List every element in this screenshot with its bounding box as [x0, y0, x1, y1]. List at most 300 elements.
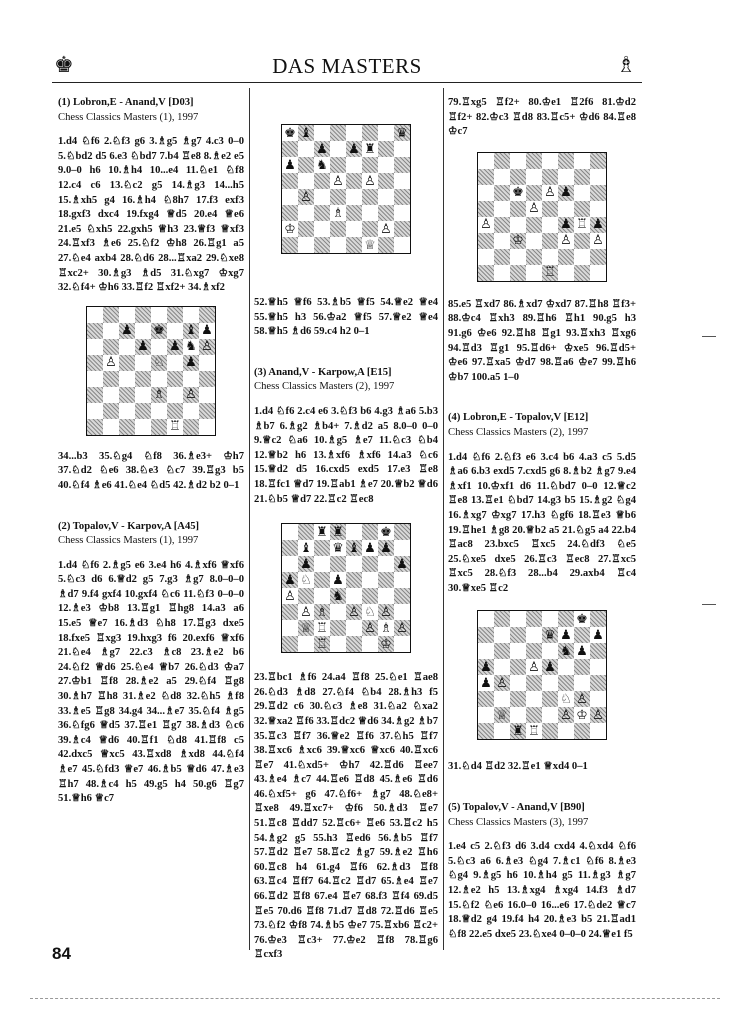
board-square — [87, 387, 103, 403]
board-square — [478, 265, 494, 281]
black-pawn-icon: ♟ — [558, 185, 574, 201]
board-square — [378, 157, 394, 173]
game-players: (4) Lobron,E - Topalov,V [E12] — [448, 412, 589, 424]
white-bishop-icon: ♗ — [314, 604, 330, 620]
board-square — [510, 169, 526, 185]
board-square — [590, 153, 606, 169]
board-square — [590, 611, 606, 627]
game-moves: 1.d4 ♘f6 2.c4 e6 3.♘f3 b6 4.g3 ♗a6 5.b3 ♗b7 6.♗g2 ♗b4+ 7.♗d2 a5 8.0–0 0–0 9.♕c2 ♘a6 10.♗g5 ♗e7 11.♘c3 ♘b4 12.♕b2 h6 13.♗xf6 ♗xf6 14.a3 ♘c6 15.♕d2 d5 16.cxd5 exd5 17.e3 ♖e8 18.♖fc1 ♕d7 19.♖ab1 ♗e7 20.♕b2 ♕d6 21.♘b5 ♕d7 22.♖c2 ♖ec8 — [254, 405, 438, 505]
board-square — [135, 419, 151, 435]
board-square — [330, 141, 346, 157]
board-square — [542, 691, 558, 707]
board-square — [362, 636, 378, 652]
board-square — [103, 419, 119, 435]
board-square — [590, 691, 606, 707]
board-square — [542, 643, 558, 659]
board-square — [574, 169, 590, 185]
black-bishop-icon: ♝ — [298, 540, 314, 556]
white-pawn-icon: ♙ — [103, 355, 119, 371]
board-square — [87, 419, 103, 435]
board-square — [590, 201, 606, 217]
white-rook-icon: ♖ — [314, 620, 330, 636]
board-square — [526, 249, 542, 265]
board-square — [330, 189, 346, 205]
board-square — [298, 141, 314, 157]
board-square — [330, 237, 346, 253]
board-square — [282, 540, 298, 556]
board-square — [526, 153, 542, 169]
board-square — [394, 205, 410, 221]
board-square — [494, 201, 510, 217]
white-pawn-icon: ♙ — [574, 691, 590, 707]
board-square — [542, 201, 558, 217]
board-square — [362, 524, 378, 540]
game-moves: 52.♕h5 ♕f6 53.♗b5 ♕f5 54.♕e2 ♕e4 55.♕h5 h3 56.♔a2 ♕f5 57.♕e2 ♕e4 58.♕h5 ♗d6 59.c4 h2 0–1 — [254, 297, 438, 338]
board-square — [394, 604, 410, 620]
board-square — [526, 169, 542, 185]
black-bishop-icon: ♝ — [298, 125, 314, 141]
black-pawn-icon: ♟ — [282, 157, 298, 173]
board-square — [282, 141, 298, 157]
black-queen-icon: ♛ — [330, 540, 346, 556]
black-knight-icon: ♞ — [330, 588, 346, 604]
white-pawn-icon: ♙ — [526, 201, 542, 217]
board-square — [590, 723, 606, 739]
black-pawn-icon: ♟ — [167, 339, 183, 355]
board-square — [478, 201, 494, 217]
margin-mark — [702, 336, 716, 337]
board-square — [542, 723, 558, 739]
board-square — [314, 189, 330, 205]
board-square — [394, 237, 410, 253]
board-square — [394, 189, 410, 205]
white-pawn-icon: ♙ — [590, 233, 606, 249]
board-square — [510, 217, 526, 233]
board-square — [346, 556, 362, 572]
board-square — [378, 205, 394, 221]
board-square — [542, 217, 558, 233]
black-pawn-icon: ♟ — [558, 217, 574, 233]
board-square — [590, 249, 606, 265]
board-square — [119, 371, 135, 387]
board-square — [574, 233, 590, 249]
board-square — [330, 157, 346, 173]
board-square — [362, 572, 378, 588]
black-pawn-icon: ♟ — [282, 572, 298, 588]
white-knight-icon: ♘ — [298, 572, 314, 588]
board-square — [526, 675, 542, 691]
board-square — [510, 201, 526, 217]
board-square — [478, 707, 494, 723]
black-pawn-icon: ♟ — [478, 659, 494, 675]
black-king-icon: ♚ — [510, 185, 526, 201]
black-knight-icon: ♞ — [558, 643, 574, 659]
column-3 — [448, 96, 636, 952]
board-square — [282, 189, 298, 205]
board-square — [362, 588, 378, 604]
board-square — [558, 265, 574, 281]
board-square — [346, 205, 362, 221]
board-square — [346, 524, 362, 540]
black-pawn-icon: ♟ — [394, 556, 410, 572]
board-square — [558, 659, 574, 675]
board-square — [526, 707, 542, 723]
board-square — [151, 371, 167, 387]
board-square — [199, 355, 215, 371]
page-number: 84 — [52, 944, 71, 963]
board-square — [346, 620, 362, 636]
board-square — [135, 323, 151, 339]
board-square — [526, 691, 542, 707]
board-square — [183, 419, 199, 435]
column-divider — [443, 88, 444, 950]
board-square — [103, 371, 119, 387]
board-square — [103, 307, 119, 323]
white-king-icon: ♔ — [574, 707, 590, 723]
black-pawn-icon: ♟ — [378, 540, 394, 556]
board-square — [119, 419, 135, 435]
black-bishop-icon: ♝ — [183, 323, 199, 339]
black-rook-icon: ♜ — [362, 141, 378, 157]
board-square — [574, 723, 590, 739]
board-square — [199, 307, 215, 323]
footer-rule — [30, 998, 720, 999]
board-square — [119, 355, 135, 371]
board-square — [135, 307, 151, 323]
board-square — [330, 556, 346, 572]
board-square — [135, 403, 151, 419]
board-square — [362, 556, 378, 572]
board-square — [494, 153, 510, 169]
board-square — [478, 723, 494, 739]
board-square — [167, 307, 183, 323]
white-bishop-icon: ♗ — [378, 620, 394, 636]
board-square — [510, 659, 526, 675]
black-pawn-icon: ♟ — [590, 217, 606, 233]
white-queen-icon: ♕ — [362, 237, 378, 253]
board-square — [346, 189, 362, 205]
game-1-header — [58, 96, 244, 125]
white-bishop-icon: ♗ — [330, 205, 346, 221]
board-square — [574, 265, 590, 281]
black-pawn-icon: ♟ — [119, 323, 135, 339]
black-queen-icon: ♛ — [542, 627, 558, 643]
white-knight-icon: ♘ — [558, 691, 574, 707]
board-square — [151, 307, 167, 323]
board-square — [330, 620, 346, 636]
white-rook-icon: ♖ — [526, 723, 542, 739]
board-square — [526, 627, 542, 643]
board-square — [510, 153, 526, 169]
game-moves: 1.d4 ♘f6 2.♘f3 e6 3.c4 b6 4.a3 c5 5.d5 ♗a6 6.b3 exd5 7.cxd5 g6 8.♗b2 ♗g7 9.e4 ♗xf1 10.♔xf1 d6 11.♘bd7 0–0 12.♕c2 ♖e8 13.♖e1 ♘bd7 14.g3 b5 15.♗g2 ♘g4 16.♗xg7 ♔xg7 17.h3 ♘gf6 18.♖e3 ♕b6 19.♖he1 ♗g8 20.♕b2 a5 21.♘g5 a4 22.b4 ♖ac8 23.bxc5 ♖xc5 24.♘df3 ♘e5 25.♘xe5 dxe5 26.♖c3 ♖ec8 27.♖xc5 ♖xc5 28.♘f3 28...b4 29.axb4 ♖c4 30.♕xe5 ♖c2 — [448, 451, 636, 594]
board-square — [346, 157, 362, 173]
game-moves: 1.d4 ♘f6 2.♗g5 e6 3.e4 h6 4.♗xf6 ♕xf6 5.♘c3 d6 6.♕d2 g5 7.g3 ♗g7 8.0–0–0 ♗d7 9.f4 gxf4 10.gxf4 ♘c6 11.♘f3 0–0–0 12.♗e3 ♔b8 13.♖g1 ♖hg8 14.a3 a6 15.e5 ♕e7 16.♗d3 ♘h8 17.♖g3 dxe5 18.fxe5 ♖xg3 19.hxg3 f6 20.exf6 ♕xf6 21.♘e4 ♗g7 22.c3 ♗c8 23.♗e2 b6 24.♘f2 ♕d6 25.♘e4 ♕b7 26.♘d3 ♔a7 27.♔b1 ♖f8 28.♗e2 a5 29.♘f4 ♖g8 30.♗h7 ♖h8 31.♗e2 ♘d8 32.♘h5 ♗f8 33.♗e5 ♖g8 34.g4 34...♗e7 35.♘f4 ♗g5 36.♘fg6 ♕d5 37.♖e1 ♖g7 38.♗d3 ♘c6 39.♗c4 ♕d6 40.♖f1 ♘d8 41.♖f8 c5 42.dxc5 ♕xc5 43.♖xd8 ♗xd8 44.♘f4 ♗e7 45.♘fd3 ♕e7 46.♗b5 ♕d6 47.♗e3 ♖h7 48.♗c4 h5 49.g5 h4 50.g6 ♖g7 51.♕h6 ♕c7 — [58, 559, 244, 805]
board-square — [478, 185, 494, 201]
board-square — [298, 157, 314, 173]
board-square — [590, 659, 606, 675]
white-pawn-icon: ♙ — [282, 588, 298, 604]
black-pawn-icon: ♟ — [183, 355, 199, 371]
black-knight-icon: ♞ — [183, 339, 199, 355]
board-square — [394, 173, 410, 189]
white-king-icon: ♔ — [378, 636, 394, 652]
board-square — [330, 125, 346, 141]
chess-board — [281, 124, 411, 254]
board-square — [282, 556, 298, 572]
board-square — [526, 217, 542, 233]
game-moves: 85.e5 ♖xd7 86.♗xd7 ♔xd7 87.♖h8 ♖f3+ 88.♔c4 ♖xh3 89.♖h6 ♖h1 90.g5 h3 91.g6 ♔e6 92.♖h8 ♖g1 93.♖xh3 ♖xg6 94.♖d3 ♖g1 95.♖d6+ ♔xe5 96.♖d5+ ♔e6 97.♖xa5 ♔d7 98.♖a6 ♔e7 99.♖h6 ♔b7 100.a5 1–0 — [448, 298, 636, 383]
black-pawn-icon: ♟ — [558, 627, 574, 643]
board-square — [494, 233, 510, 249]
board-square — [298, 173, 314, 189]
board-square — [314, 540, 330, 556]
margin-mark — [702, 604, 716, 605]
board-square — [298, 524, 314, 540]
board-square — [558, 675, 574, 691]
board-square — [314, 205, 330, 221]
chess-board — [477, 152, 607, 282]
white-rook-icon: ♖ — [314, 636, 330, 652]
board-square — [298, 636, 314, 652]
game-moves: 1.d4 ♘f6 2.♘f3 g6 3.♗g5 ♗g7 4.c3 0–0 5.♘bd2 d5 6.e3 ♘bd7 7.b4 ♖e8 8.♗e2 e5 9.0–0 h6 10.♗h4 10...e4 11.♘e1 ♘f8 12.c4 c6 13.♘c2 g5 14.♗g3 14...h5 15.♗xh5 g4 16.♗h4 ♘8h7 17.f3 exf3 18.gxf3 dxc4 19.fxg4 ♕d5 20.e4 ♕e6 21.e5 ♘xh5 22.gxh5 ♕h3 23.♕f3 ♕xf3 24.♖xf3 ♗e6 25.♘f2 ♔h8 26.♖g1 a5 27.♘e4 axb4 28.♘d6 28...♖xa2 29.♘xe8 ♖xc2+ 30.♗g3 ♗d5 31.♘xg7 ♔xg7 32.♘f4+ ♔h6 33.♖f2 ♖xf2+ 34.♗xf2 — [58, 136, 244, 294]
board-square — [119, 339, 135, 355]
chess-diagram — [448, 152, 636, 282]
board-square — [526, 265, 542, 281]
board-square — [394, 588, 410, 604]
board-square — [282, 636, 298, 652]
black-king-icon: ♚ — [282, 125, 298, 141]
board-square — [478, 153, 494, 169]
white-king-icon: ♔ — [282, 221, 298, 237]
game-moves: 1.e4 c5 2.♘f3 d6 3.d4 cxd4 4.♘xd4 ♘f6 5.♘c3 a6 6.♗e3 ♘g4 7.♗c1 ♘f6 8.♗e3 ♘g4 9.♗g5 h6 10.♗h4 g5 11.♗g3 ♗g7 12.♗e2 h5 13.♗xg4 ♗xg4 14.f3 ♗d7 15.♘f2 ♘e6 16.0–0 16...e6 17.♘de2 ♕c7 18.♕d2 g4 19.f4 h4 20.♗e3 b5 21.♖ad1 ♘f8 22.e5 dxe5 23.♘xe4 0–0–0 24.♕e1 f5 — [448, 841, 636, 940]
board-square — [282, 604, 298, 620]
board-square — [87, 323, 103, 339]
board-square — [298, 205, 314, 221]
board-square — [574, 675, 590, 691]
white-pawn-icon: ♙ — [362, 620, 378, 636]
black-pawn-icon: ♟ — [362, 540, 378, 556]
column-2 — [254, 96, 438, 973]
board-square — [494, 249, 510, 265]
board-square — [478, 691, 494, 707]
game-players: (2) Topalov,V - Karpov,A [A45] — [58, 520, 200, 532]
board-square — [378, 189, 394, 205]
column-divider — [249, 88, 250, 950]
board-square — [87, 371, 103, 387]
board-square — [282, 620, 298, 636]
board-square — [510, 611, 526, 627]
board-square — [167, 403, 183, 419]
white-pawn-icon: ♙ — [378, 604, 394, 620]
board-square — [87, 307, 103, 323]
board-square — [590, 185, 606, 201]
black-pawn-icon: ♟ — [314, 141, 330, 157]
board-square — [526, 643, 542, 659]
black-king-icon: ♚ — [151, 323, 167, 339]
game-event: Chess Classics Masters (3), 1997 — [448, 816, 589, 828]
board-square — [394, 636, 410, 652]
board-square — [574, 627, 590, 643]
board-square — [542, 707, 558, 723]
board-square — [183, 371, 199, 387]
black-rook-icon: ♜ — [314, 524, 330, 540]
board-square — [135, 371, 151, 387]
board-square — [314, 125, 330, 141]
game-moves: 34...b3 35.♘g4 ♘f8 36.♗e3+ ♔h7 37.♘d2 ♘e6 38.♘e3 ♘c7 39.♖g3 b5 40.♘f4 ♗e6 41.♘e4 ♘d5 42.♗d2 b2 0–1 — [58, 450, 244, 491]
board-square — [574, 201, 590, 217]
board-square — [167, 355, 183, 371]
white-pawn-icon: ♙ — [346, 604, 362, 620]
board-square — [558, 611, 574, 627]
black-pawn-icon: ♟ — [542, 659, 558, 675]
board-square — [494, 723, 510, 739]
board-square — [87, 403, 103, 419]
game-players: (5) Topalov,V - Anand,V [B90] — [448, 802, 585, 814]
board-square — [574, 185, 590, 201]
board-square — [346, 572, 362, 588]
black-king-icon: ♚ — [574, 611, 590, 627]
chess-diagram — [254, 523, 438, 653]
board-square — [378, 556, 394, 572]
board-square — [542, 233, 558, 249]
white-pawn-icon: ♙ — [558, 233, 574, 249]
white-rook-icon: ♖ — [542, 265, 558, 281]
black-pawn-icon: ♟ — [330, 572, 346, 588]
black-queen-icon: ♛ — [394, 125, 410, 141]
board-square — [362, 189, 378, 205]
board-square — [478, 611, 494, 627]
board-square — [478, 643, 494, 659]
game-5-header — [448, 801, 636, 830]
game-moves: 23.♖bc1 ♗f6 24.a4 ♖f8 25.♘e1 ♖ae8 26.♘d3 ♗d8 27.♘f4 ♘b4 28.♗h3 f5 29.♖d2 c6 30.♘c3 ♗e8 31.♘a2 ♘xa2 32.♕xa2 ♖f6 33.♖dc2 ♕d6 34.♗g2 ♗b7 35.♖c3 ♖f7 36.♕e2 ♖f6 37.♘h5 ♖f7 38.♖xc6 ♗xc6 39.♕xc6 ♕xc6 40.♖xc6 ♖e7 41.♘xd5+ ♔h7 42.♖d6 ♖ee7 43.♗e4 ♗c7 44.♖e6 ♖d8 45.♗e6 ♖d6 46.♘xf5+ g6 47.♘f6+ ♗g7 48.♘e8+ ♖xe8 49.♖xc7+ ♔f6 50.♗d3 ♖e7 51.♖c8 ♖dd7 52.♖c6+ ♖e6 53.♖c2 h5 54.♗g2 g5 55.h3 ♖ed6 56.♗b5 ♖f7 57.♖d2 ♖e7 58.♖c2 ♗g7 59.♗e2 ♖h6 60.♖c8 h4 61.g4 ♖f6 62.♗d3 ♖f8 63.♖c4 ♖ff7 64.♖c2 ♖d7 65.♗e4 ♖e7 66.♖d2 ♖f8 67.e4 ♖e7 68.f3 ♖f4 69.d5 ♖e5 70.d6 ♖f8 71.d7 ♖d8 72.♖d6 ♖e5 73.♘f2 ♔f8 74.♗b5 ♔e7 75.♖xb6 ♖c2+ 76.♔e3 ♖c3+ 77.♔e2 ♖f8 78.♖g6 ♖cxf3 — [254, 672, 438, 961]
game-2-header — [58, 520, 244, 549]
white-pawn-icon: ♙ — [330, 173, 346, 189]
column-1 — [58, 96, 244, 817]
black-pawn-icon: ♟ — [574, 643, 590, 659]
chess-diagram — [58, 306, 244, 436]
board-square — [167, 371, 183, 387]
board-square — [494, 691, 510, 707]
chess-diagram — [254, 124, 438, 254]
black-knight-icon: ♞ — [314, 157, 330, 173]
game-players: (3) Anand,V - Karpow,A [E15] — [254, 366, 392, 378]
board-square — [494, 265, 510, 281]
board-square — [151, 403, 167, 419]
board-square — [135, 355, 151, 371]
board-square — [330, 636, 346, 652]
board-square — [394, 540, 410, 556]
white-queen-icon: ♕ — [298, 620, 314, 636]
game-moves: 79.♖xg5 ♖f2+ 80.♔e1 ♖2f6 81.♔d2 ♖f2+ 82.♔c3 ♖d8 83.♖c5+ ♔d6 84.♖e8 ♔c7 — [448, 97, 636, 138]
chess-board — [86, 306, 216, 436]
board-square — [314, 556, 330, 572]
page-title: DAS MASTERS — [272, 54, 422, 78]
board-square — [119, 387, 135, 403]
board-square — [394, 572, 410, 588]
board-square — [558, 249, 574, 265]
board-square — [282, 205, 298, 221]
board-square — [87, 339, 103, 355]
game-3-header — [254, 366, 438, 395]
board-square — [298, 237, 314, 253]
board-square — [362, 157, 378, 173]
board-square — [478, 627, 494, 643]
board-square — [510, 643, 526, 659]
board-square — [558, 153, 574, 169]
board-square — [510, 675, 526, 691]
white-queen-icon: ♕ — [494, 707, 510, 723]
board-square — [494, 659, 510, 675]
board-square — [394, 221, 410, 237]
board-square — [394, 157, 410, 173]
board-square — [282, 173, 298, 189]
board-square — [346, 125, 362, 141]
board-square — [378, 588, 394, 604]
board-square — [574, 659, 590, 675]
board-square — [119, 307, 135, 323]
board-square — [378, 572, 394, 588]
game-event: Chess Classics Masters (1), 1997 — [58, 111, 199, 123]
board-square — [314, 588, 330, 604]
game-4-header — [448, 411, 636, 440]
white-pawn-icon: ♙ — [478, 217, 494, 233]
black-pawn-icon: ♟ — [135, 339, 151, 355]
game-moves: 31.♘d4 ♖d2 32.♖e1 ♕xd4 0–1 — [448, 761, 588, 773]
board-square — [346, 173, 362, 189]
board-square — [542, 153, 558, 169]
chess-diagram — [448, 610, 636, 740]
white-king-icon: ♔ — [510, 233, 526, 249]
board-square — [330, 221, 346, 237]
board-square — [510, 249, 526, 265]
board-square — [378, 141, 394, 157]
white-pawn-icon: ♙ — [298, 189, 314, 205]
black-pawn-icon: ♟ — [590, 627, 606, 643]
board-square — [346, 636, 362, 652]
white-pawn-icon: ♙ — [378, 221, 394, 237]
board-square — [590, 265, 606, 281]
black-rook-icon: ♜ — [510, 723, 526, 739]
board-square — [590, 643, 606, 659]
board-square — [494, 611, 510, 627]
white-rook-icon: ♖ — [167, 419, 183, 435]
white-pawn-icon: ♙ — [542, 185, 558, 201]
board-square — [558, 723, 574, 739]
board-square — [346, 588, 362, 604]
board-square — [314, 237, 330, 253]
black-pawn-icon: ♟ — [199, 323, 215, 339]
board-square — [282, 524, 298, 540]
board-square — [199, 403, 215, 419]
chess-king-icon: ♚ — [54, 52, 74, 77]
white-knight-icon: ♘ — [362, 604, 378, 620]
board-square — [167, 323, 183, 339]
board-square — [542, 611, 558, 627]
board-square — [103, 403, 119, 419]
white-pawn-icon: ♙ — [362, 173, 378, 189]
black-bishop-icon: ♝ — [346, 540, 362, 556]
board-square — [298, 221, 314, 237]
board-square — [119, 403, 135, 419]
running-header — [52, 52, 642, 83]
black-king-icon: ♚ — [378, 524, 394, 540]
board-square — [494, 185, 510, 201]
white-pawn-icon: ♙ — [183, 387, 199, 403]
chess-bishop-icon: ♗ — [616, 52, 636, 77]
board-square — [394, 141, 410, 157]
board-square — [103, 387, 119, 403]
board-square — [362, 205, 378, 221]
